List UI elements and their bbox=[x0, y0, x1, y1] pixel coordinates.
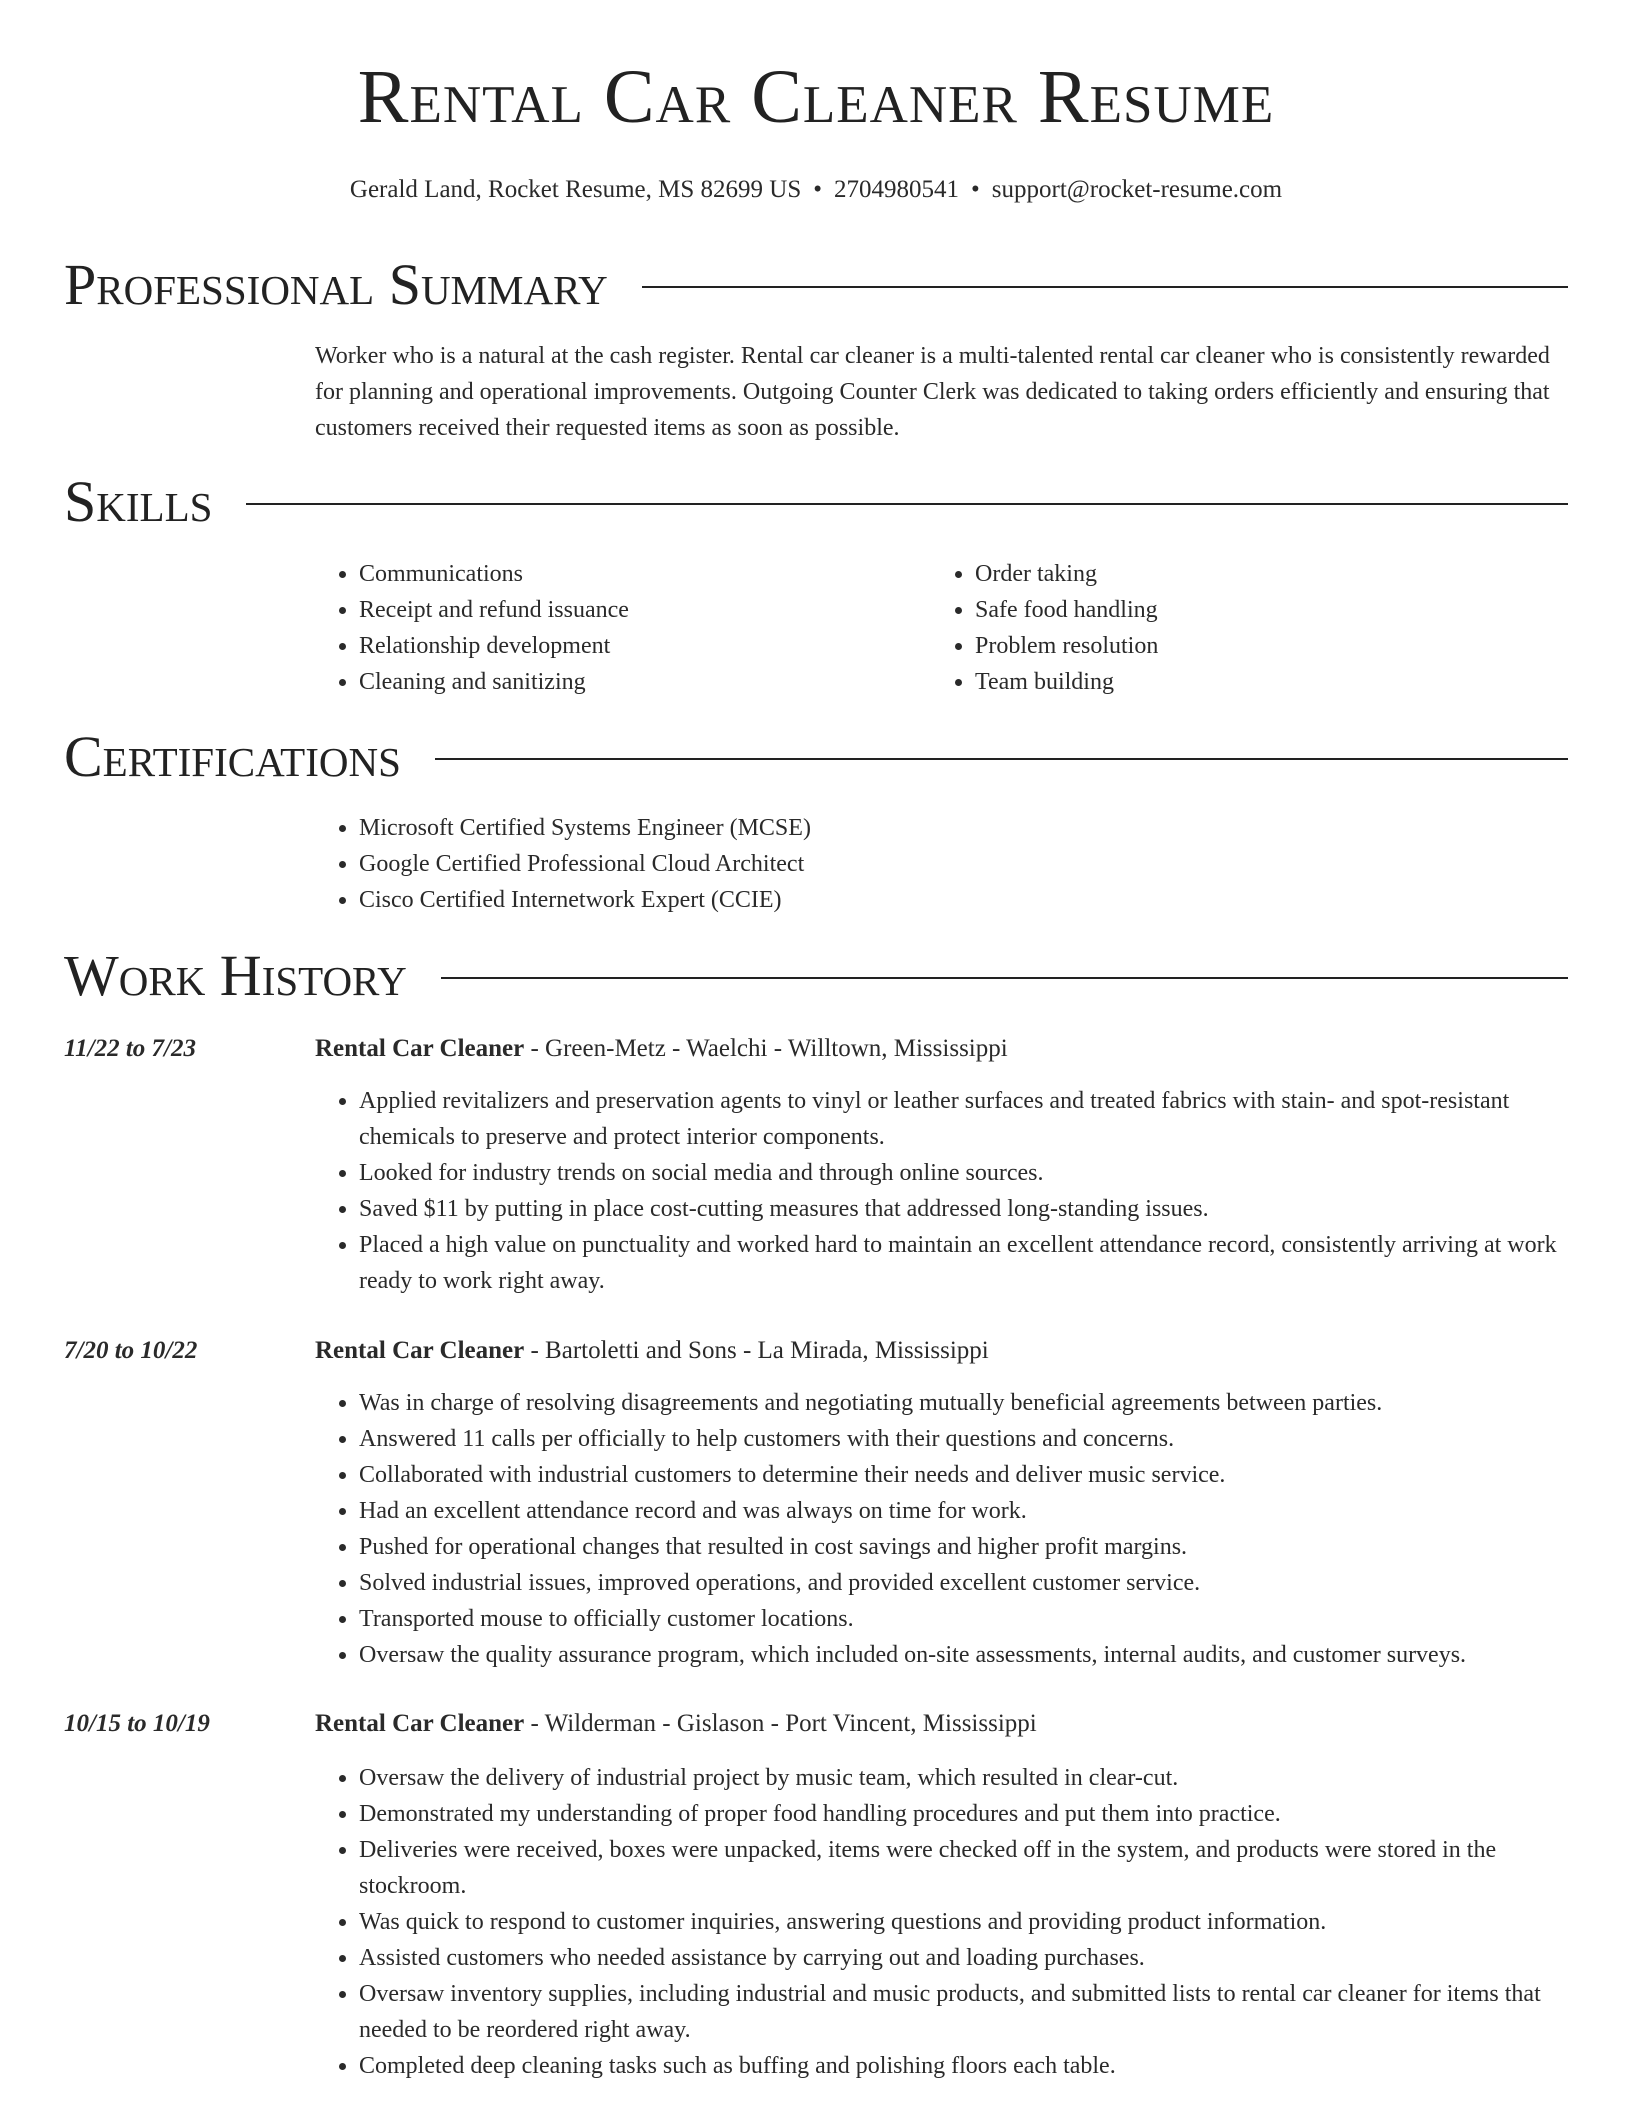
skill-item: • Relationship development bbox=[359, 628, 915, 664]
skill-item: • Cleaning and sanitizing bbox=[359, 664, 915, 700]
job-duty: • Transported mouse to officially customer locations. bbox=[359, 1601, 1575, 1637]
section-divider bbox=[246, 503, 1568, 505]
job-duty: • Applied revitalizers and preservation agents to vinyl or leather surfaces and treated fabrics with stain- and spot-resistant chemicals to preserve and protect interior components. bbox=[359, 1083, 1575, 1155]
job-duty: • Saved $11 by putting in place cost-cutting measures that addressed long-standing issues. bbox=[359, 1191, 1575, 1227]
job-duty: • Oversaw the delivery of industrial project by music team, which resulted in clear-cut. bbox=[359, 1760, 1575, 1796]
contact-address: Gerald Land, Rocket Resume, MS 82699 US bbox=[349, 176, 802, 203]
job-duty: • Pushed for operational changes that resulted in cost savings and higher profit margins. bbox=[359, 1529, 1575, 1565]
job-dates: 10/15 to 10/19 bbox=[64, 1710, 210, 1737]
job-duty: • Deliveries were received, boxes were unpacked, items were checked off in the system, and products were stored in the stockroom. bbox=[359, 1832, 1575, 1904]
certification-item: • Microsoft Certified Systems Engineer (MCSE) bbox=[359, 810, 1515, 846]
job-duty: • Answered 11 calls per officially to help customers with their questions and concerns. bbox=[359, 1421, 1575, 1457]
contact-email: support@rocket-resume.com bbox=[991, 176, 1283, 203]
skills-heading: Skills bbox=[64, 469, 213, 534]
skill-item: • Safe food handling bbox=[975, 592, 1531, 628]
job-dates: 11/22 to 7/23 bbox=[64, 1035, 196, 1062]
job-duty: • Was quick to respond to customer inquiries, answering questions and providing product information. bbox=[359, 1904, 1575, 1940]
job-duty: • Solved industrial issues, improved operations, and provided excellent customer service. bbox=[359, 1565, 1575, 1601]
job-duties-list bbox=[315, 1760, 1575, 2084]
summary-heading: Professional Summary bbox=[64, 252, 608, 317]
job-dates: 7/20 to 10/22 bbox=[64, 1337, 198, 1364]
job-duty: • Assisted customers who needed assistance by carrying out and loading purchases. bbox=[359, 1940, 1575, 1976]
job-title: Rental Car Cleaner bbox=[315, 1710, 525, 1737]
job-employer: - Green-Metz - Waelchi - Willtown, Mississippi bbox=[524, 1035, 1008, 1062]
job-duty: • Placed a high value on punctuality and worked hard to maintain an excellent attendance record, consistently arriving at work ready to work right away. bbox=[359, 1227, 1575, 1299]
job-title: Rental Car Cleaner bbox=[315, 1337, 525, 1364]
skills-section-header bbox=[64, 467, 1568, 537]
skill-item: • Team building bbox=[975, 664, 1531, 700]
skill-item: • Problem resolution bbox=[975, 628, 1531, 664]
summary-section-header bbox=[64, 250, 1568, 320]
job-duties-list bbox=[315, 1083, 1575, 1299]
job-duty: • Completed deep cleaning tasks such as buffing and polishing floors each table. bbox=[359, 2048, 1575, 2084]
skills-list-left bbox=[315, 556, 915, 700]
job-duty: • Was in charge of resolving disagreements and negotiating mutually beneficial agreements between parties. bbox=[359, 1385, 1575, 1421]
certifications-list bbox=[315, 810, 1515, 918]
contact-phone: 2704980541 bbox=[834, 176, 960, 203]
section-divider bbox=[435, 758, 1568, 760]
summary-text: Worker who is a natural at the cash register. Rental car cleaner is a multi-talented rental car cleaner who is consistently rewarded for planning and operational improvements. Outgoing Counter Clerk was dedicated to taking orders efficiently and ensuring that customers received their requested items as soon as possible. bbox=[315, 343, 1550, 441]
certification-item: • Google Certified Professional Cloud Architect bbox=[359, 846, 1515, 882]
contact-separator: • bbox=[813, 176, 823, 203]
certification-item: • Cisco Certified Internetwork Expert (CCIE) bbox=[359, 882, 1515, 918]
job-duty: • Demonstrated my understanding of proper food handling procedures and put them into practice. bbox=[359, 1796, 1575, 1832]
skills-list-right bbox=[931, 556, 1531, 700]
resume-title: Rental Car Cleaner Resume bbox=[357, 55, 1275, 139]
job-employer: - Bartoletti and Sons - La Mirada, Mississippi bbox=[524, 1337, 989, 1364]
section-divider bbox=[441, 977, 1568, 979]
contact-line bbox=[0, 176, 1632, 204]
job-duty: • Looked for industry trends on social media and through online sources. bbox=[359, 1155, 1575, 1191]
job-heading bbox=[315, 1333, 989, 1369]
certifications-heading: Certifications bbox=[64, 724, 401, 789]
work-history-heading: Work History bbox=[64, 943, 407, 1008]
job-duties-list bbox=[315, 1385, 1575, 1673]
skill-item: • Order taking bbox=[975, 556, 1531, 592]
job-duty: • Collaborated with industrial customers to determine their needs and deliver music service. bbox=[359, 1457, 1575, 1493]
job-employer: - Wilderman - Gislason - Port Vincent, Mississippi bbox=[524, 1710, 1037, 1737]
job-heading bbox=[315, 1706, 1037, 1742]
job-duty: • Had an excellent attendance record and was always on time for work. bbox=[359, 1493, 1575, 1529]
job-duty: • Oversaw the quality assurance program, which included on-site assessments, internal audits, and customer surveys. bbox=[359, 1637, 1575, 1673]
work-history-section-header bbox=[64, 941, 1568, 1011]
section-divider bbox=[642, 286, 1568, 288]
certifications-section-header bbox=[64, 722, 1568, 792]
contact-separator: • bbox=[971, 176, 980, 203]
job-title: Rental Car Cleaner bbox=[315, 1035, 525, 1062]
skill-item: • Receipt and refund issuance bbox=[359, 592, 915, 628]
job-duty: • Oversaw inventory supplies, including industrial and music products, and submitted lists to rental car cleaner for items that needed to be reordered right away. bbox=[359, 1976, 1575, 2048]
skill-item: • Communications bbox=[359, 556, 915, 592]
job-heading bbox=[315, 1031, 1008, 1067]
